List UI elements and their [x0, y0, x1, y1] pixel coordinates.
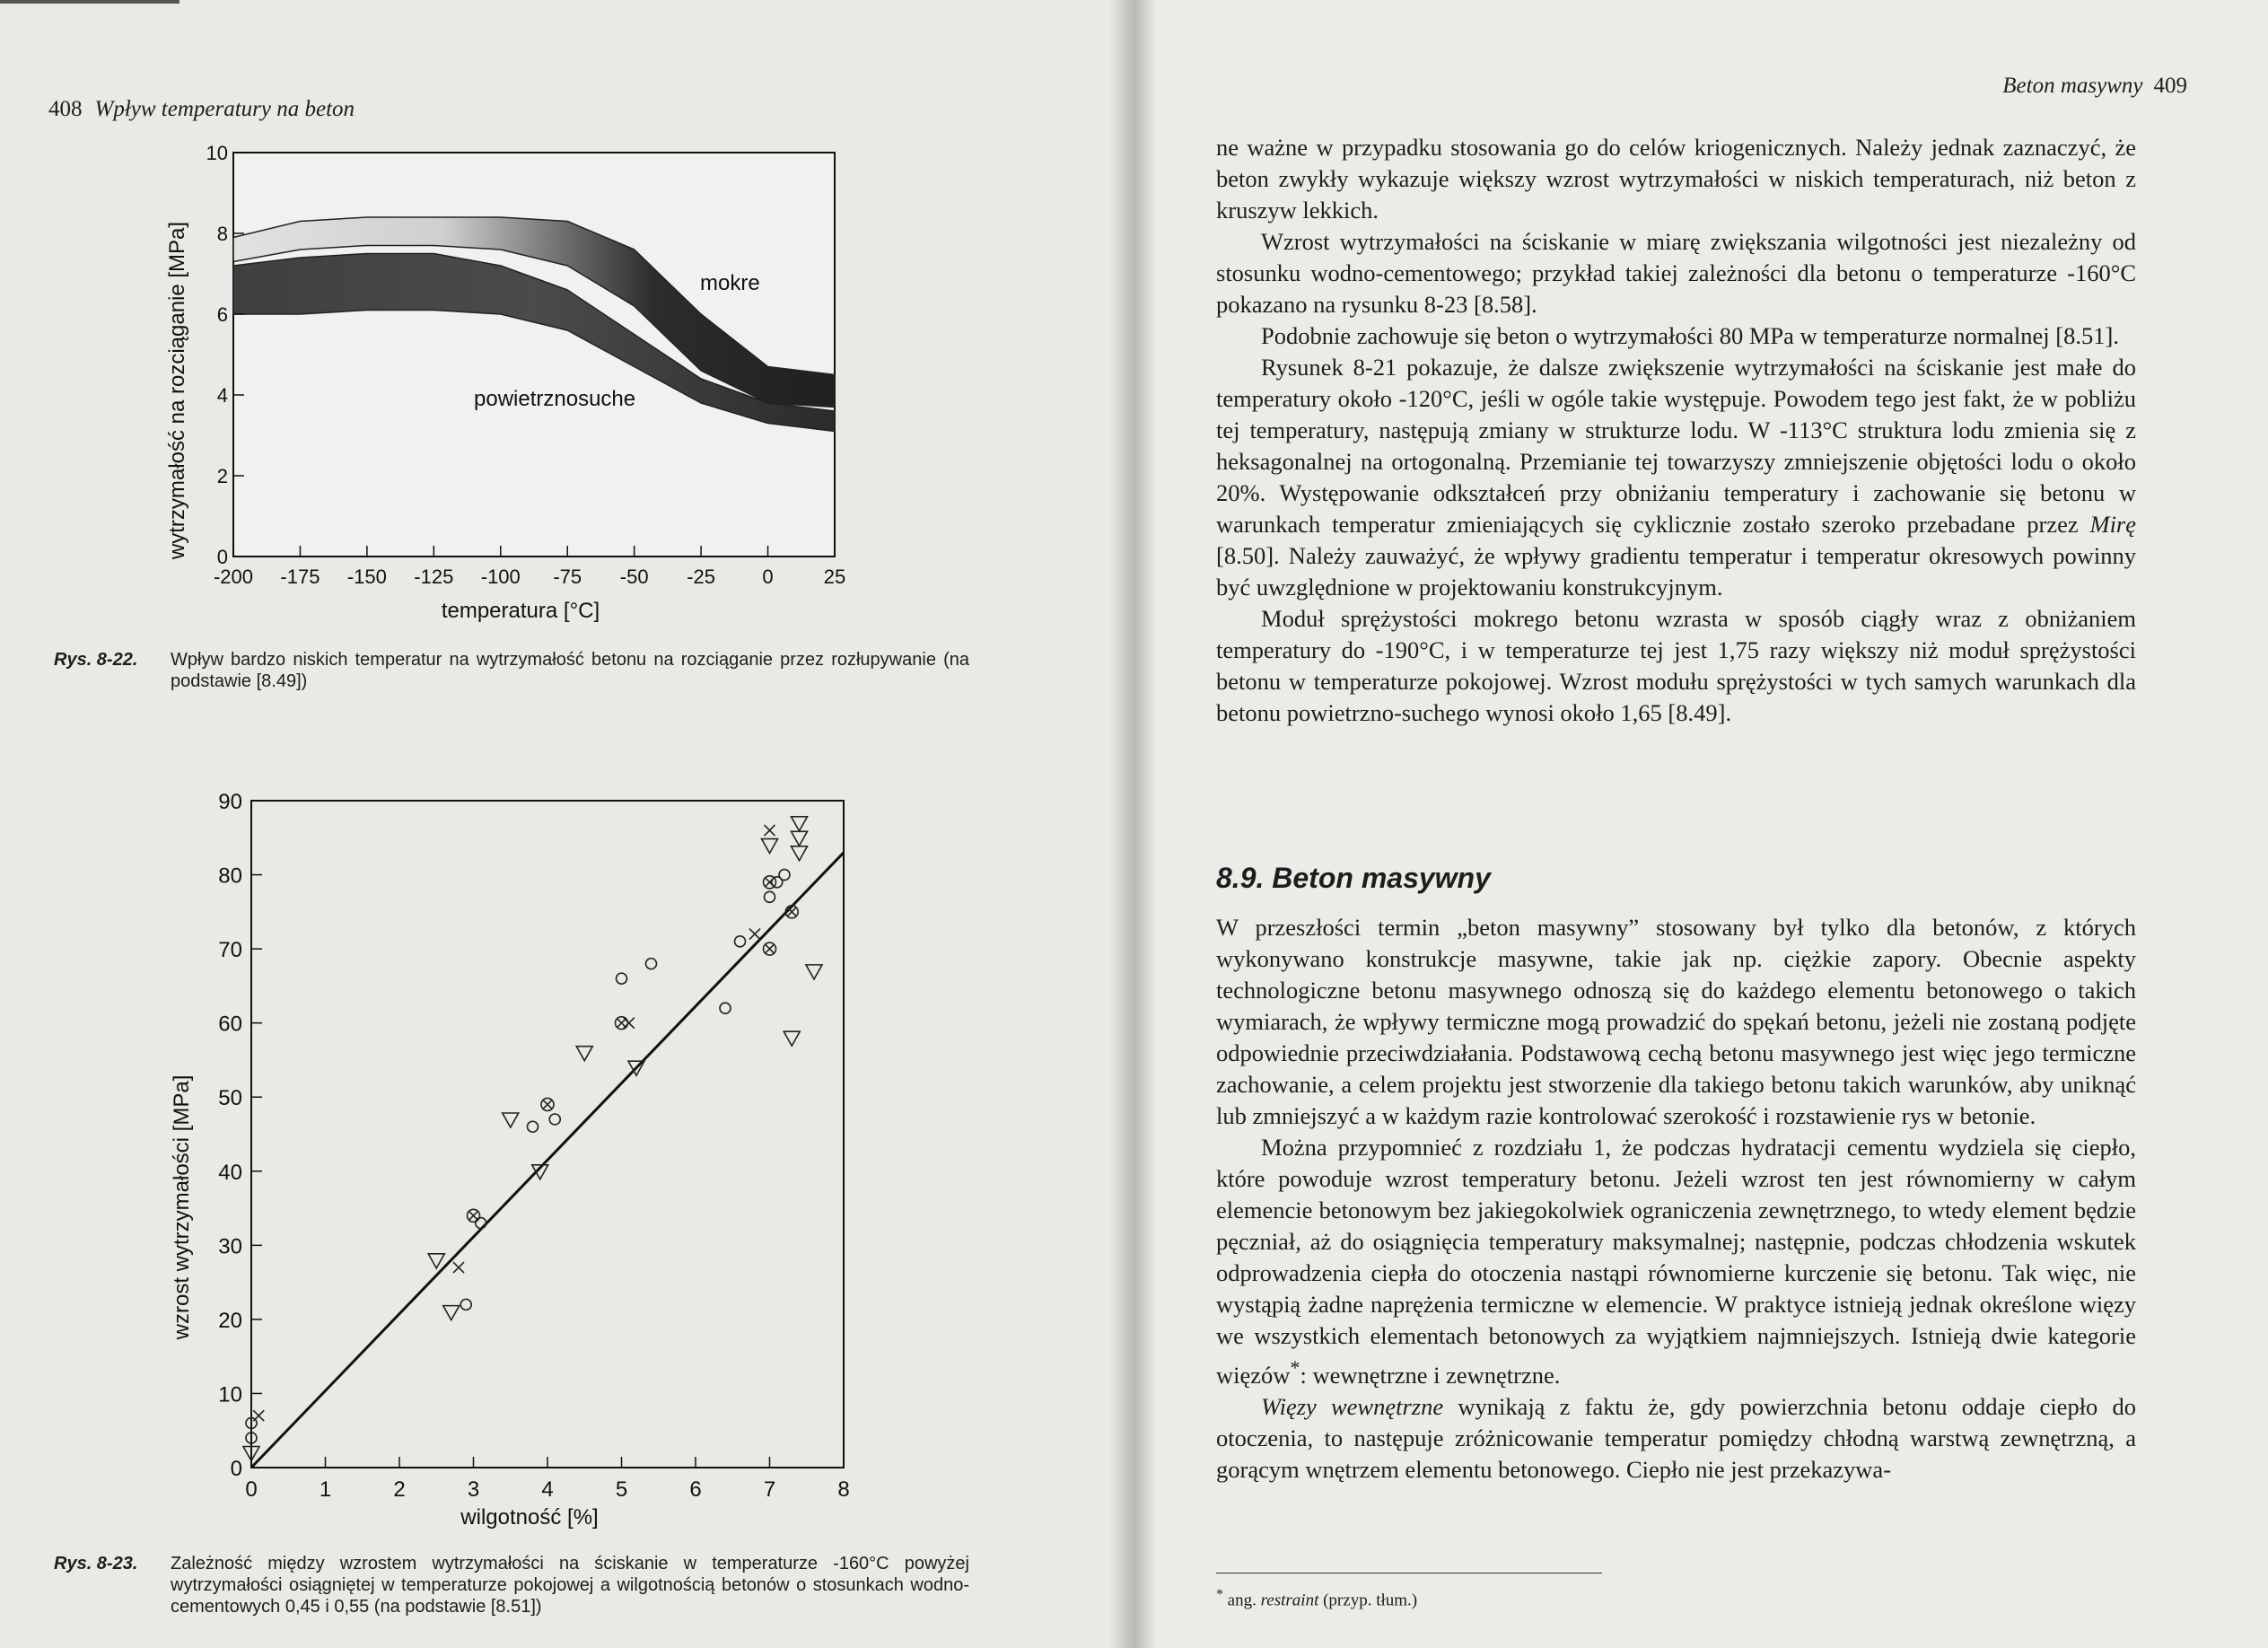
- trend-line: [251, 853, 844, 1468]
- author-name: Mirę: [2089, 511, 2137, 538]
- data-point-circle: [646, 959, 657, 969]
- data-point-circle-cross: [764, 876, 776, 889]
- data-point-triangle: [428, 1254, 444, 1268]
- x-tick-label: -75: [553, 565, 582, 588]
- y-tick-label: 80: [218, 863, 242, 889]
- chart1-y-axis-label: wytrzymałość na rozciąganie [MPa]: [165, 221, 189, 560]
- data-point-triangle: [792, 846, 808, 861]
- x-tick-label: 4: [541, 1477, 554, 1502]
- data-point-triangle: [503, 1113, 519, 1127]
- data-point-cross: [453, 1262, 464, 1273]
- x-tick-label: 7: [763, 1477, 776, 1502]
- y-tick-label: 40: [218, 1160, 242, 1185]
- data-point-circle: [617, 973, 627, 984]
- data-point-circle-cross-x: [766, 944, 775, 953]
- data-point-circle: [549, 1114, 560, 1125]
- y-tick-label: 10: [218, 1382, 242, 1407]
- data-point-circle: [460, 1299, 471, 1310]
- y-tick-label: 20: [218, 1308, 242, 1333]
- x-tick-label: -175: [280, 565, 320, 588]
- x-tick-label: 25: [823, 565, 846, 588]
- footnote-prefix: ang.: [1227, 1591, 1257, 1610]
- chart1-x-axis-label: temperatura [°C]: [441, 599, 600, 623]
- y-tick-label: 30: [218, 1234, 242, 1259]
- x-tick-label: 1: [319, 1477, 332, 1502]
- data-point-circle: [528, 1121, 539, 1132]
- body-text-part2: [1216, 912, 2136, 1486]
- footnote: [1216, 1587, 1417, 1610]
- figure-8-22-label: Rys. 8-22.: [54, 650, 138, 670]
- section-heading: 8.9. Beton masywny: [1216, 862, 1491, 894]
- left-running-title: Wpływ temperatury na beton: [94, 97, 355, 121]
- x-tick-label: -50: [619, 565, 649, 588]
- y-tick-label: 6: [216, 303, 228, 326]
- paragraph: [1216, 1391, 2136, 1486]
- data-point-circle: [720, 1003, 731, 1013]
- data-point-circle: [765, 891, 775, 902]
- paragraph-text: wynikają z faktu że, gdy powierzchnia betonu oddaje ciepło do otoczenia, to następuje zróżnicowanie temperatur pomiędzy chłodną warstwą zewnętrzną, a gorącym wnętrzem elementu betonowego. Ciepło nie jest przekazywa-: [1216, 1392, 2136, 1483]
- data-point-circle-cross: [468, 1209, 480, 1222]
- data-point-cross: [749, 929, 760, 940]
- paragraph: ne ważne w przypadku stosowania go do celów kriogenicznych. Należy jednak zaznaczyć, że beton zwykły wykazuje większy wzrost wytrzymałości w niskich temperaturach, niż beton z kruszyw lekkich.: [1216, 134, 2136, 224]
- x-tick-label: -200: [213, 565, 254, 588]
- data-point-triangle: [576, 1047, 592, 1061]
- data-point-circle-cross-x: [766, 878, 775, 887]
- y-tick-label: 8: [216, 223, 228, 245]
- data-point-circle: [476, 1218, 486, 1229]
- x-tick-label: 8: [837, 1477, 850, 1502]
- y-tick-label: 90: [218, 790, 242, 814]
- x-tick-label: -125: [414, 565, 454, 588]
- paragraph: Wzrost wytrzymałości na ściskanie w miarę zwiększania wilgotności jest niezależny od stosunku wodno-cementowego; przykład takiej zależności dla betonu o temperaturze -160°C pokazano na rysunku 8-23 [8.58].: [1216, 228, 2136, 318]
- data-point-triangle: [784, 1031, 800, 1046]
- chart2-plot-area: [251, 801, 844, 1468]
- body-text-part1: [1216, 132, 2136, 729]
- paragraph: Moduł sprężystości mokrego betonu wzrasta w sposób ciągły wraz z obniżaniem temperatury do -190°C, i w temperaturze tej jest 1,75 razy większy niż moduł sprężystości betonu w temperaturze pokojowej. Wzrost modułu sprężystości w tych samych warunkach dla betonu powietrzno-suchego wynosi około 1,65 [8.49].: [1216, 605, 2136, 726]
- footnote-term: restraint: [1260, 1591, 1319, 1610]
- y-tick-label: 0: [230, 1457, 242, 1481]
- y-tick-label: 4: [216, 384, 228, 407]
- left-running-head: [48, 97, 355, 122]
- footnote-ref: *: [1290, 1356, 1300, 1379]
- x-tick-label: -150: [346, 565, 387, 588]
- x-tick-label: 2: [393, 1477, 406, 1502]
- y-tick-label: 60: [218, 1012, 242, 1037]
- paragraph: W przeszłości termin „beton masywny” stosowany był tylko dla betonów, z których wykonywano konstrukcje masywne, takie jak np. ciężkie zapory. Obecnie aspekty technologiczne betonu masywnego odnoszą się do każdego elementu betonowego o takich wymiarach, że wpływy termiczne mogą prowadzić do spękań betonu, jeżeli nie zostaną podjęte odpowiednie przeciwdziałania. Podstawową cechą betonu masywnego jest więc jego termiczne zachowanie, a celem projektu jest stworzenie dla takiego betonu takich warunków, aby uniknąć lub zmniejszyć a w każdym razie kontrolować szerokość i rozstawienie rys w betonie.: [1216, 914, 2136, 1129]
- left-page-number: 408: [48, 97, 83, 121]
- paragraph-text: [8.50]. Należy zauważyć, że wpływy gradientu temperatur i temperatur okresowych powinny być uwzględnione w projektowaniu konstrukcyjnym.: [1216, 542, 2136, 600]
- data-point-triangle: [762, 839, 778, 854]
- data-point-cross: [624, 1018, 635, 1029]
- data-point-circle-cross: [616, 1017, 628, 1030]
- data-point-circle: [779, 870, 790, 881]
- band-label-mokre: mokre: [700, 271, 760, 295]
- data-point-circle: [735, 936, 746, 947]
- data-point-cross: [253, 1410, 264, 1421]
- x-tick-label: -100: [480, 565, 521, 588]
- figure-8-23-caption-text: Zależność między wzrostem wytrzymałości na ściskanie w temperaturze -160°C powyżej wytrzymałości osiągniętej w temperaturze pokojowej a wilgotnością betonów o stosunkach wodno-cementowych 0,45 i 0,55 (na podstawie [8.51]): [171, 1554, 969, 1617]
- chart2-y-axis-label: wzrost wytrzymałości [MPa]: [170, 1074, 194, 1340]
- y-tick-label: 50: [218, 1086, 242, 1111]
- band-label-powietrznosuche: powietrznosuche: [474, 387, 636, 411]
- x-tick-label: 0: [762, 565, 774, 588]
- book-gutter: [1109, 0, 1156, 1648]
- y-tick-label: 70: [218, 938, 242, 963]
- right-running-head: [2002, 74, 2187, 99]
- paragraph: Podobnie zachowuje się beton o wytrzymałości 80 MPa w temperaturze normalnej [8.51].: [1261, 322, 2119, 349]
- right-page-number: 409: [2153, 74, 2187, 98]
- data-point-circle-cross-x: [787, 907, 796, 916]
- y-tick-label: 0: [216, 546, 228, 568]
- y-tick-label: 10: [206, 144, 228, 164]
- data-point-circle-cross-x: [543, 1100, 552, 1109]
- figure-8-23-chart: [135, 781, 871, 1544]
- scan-edge-line: [0, 0, 180, 4]
- figure-8-23-label: Rys. 8-23.: [54, 1554, 138, 1573]
- paragraph: [1216, 352, 2136, 603]
- x-tick-label: 3: [467, 1477, 480, 1502]
- data-point-circle-cross-x: [617, 1019, 626, 1028]
- footnote-suffix: (przyp. tłum.): [1323, 1591, 1418, 1610]
- paragraph-text: Rysunek 8-21 pokazuje, że dalsze zwiększenie wytrzymałości na ściskanie jest małe do temperatury około -120°C, jeśli w ogóle takie występuje. Powodem tego jest fakt, że w pobliżu tej temperatury, następują zmiany w strukturze lodu. W -113°C struktura lodu zmienia się z heksagonalnej na ortogonalną. Przemianie tej towarzyszy zmniejszenie objętości lodu o około 20%. Występowanie odkształceń przy obniżaniu temperatury i zachowanie się betonu w warunkach temperatur zmieniających się cyklicznie zostało szeroko przebadane przez: [1216, 354, 2136, 538]
- x-tick-label: 6: [689, 1477, 702, 1502]
- left-page: [0, 0, 1133, 1648]
- y-tick-label: 2: [216, 465, 228, 487]
- x-tick-label: 0: [245, 1477, 258, 1502]
- figure-8-22-caption-text: Wpływ bardzo niskich temperatur na wytrzymałość betonu na rozciąganie przez rozłupywanie (na podstawie [8.49]): [171, 650, 969, 691]
- paragraph-text: : wewnętrzne i zewnętrzne.: [1300, 1361, 1561, 1389]
- right-running-title: Beton masywny: [2002, 74, 2143, 98]
- chart2-x-axis-label: wilgotność [%]: [460, 1505, 599, 1530]
- data-point-circle-cross: [764, 942, 776, 955]
- data-point-triangle: [792, 817, 808, 831]
- paragraph: [1216, 1132, 2136, 1391]
- paragraph-text: Można przypomnieć z rozdziału 1, że podczas hydratacji cementu wydziela się ciepło, które powoduje wzrost temperatury betonu. Jeżeli wzrost ten jest równomierny w całym elemencie betonowym bez jakiegokolwiek ograniczenia zewnętrznego, to wtedy element będzie pęczniał, aż do osiągnięcia temperatury maksymalnej; następnie, podczas chłodzenia wskutek odprowadzenia ciepła do otoczenia nastąpi równomierne kurczenie się betonu. Tak więc, nie wystąpią żadne naprężenia termiczne w elemencie. W praktyce istnieją jednak określone więzy we wszystkich elementach betonowych za wyjątkiem najmniejszych. Istnieją dwie kategorie więzów: [1216, 1134, 2136, 1389]
- data-point-triangle: [806, 965, 822, 979]
- data-point-triangle: [443, 1306, 460, 1320]
- x-tick-label: 5: [615, 1477, 628, 1502]
- data-point-circle-cross: [541, 1098, 554, 1110]
- footnote-mark: *: [1216, 1587, 1223, 1602]
- x-tick-label: -25: [687, 565, 716, 588]
- figure-8-22-chart: [135, 144, 871, 646]
- data-point-cross: [765, 825, 775, 836]
- italic-term: Więzy wewnętrzne: [1261, 1392, 1444, 1420]
- data-point-triangle: [792, 831, 808, 846]
